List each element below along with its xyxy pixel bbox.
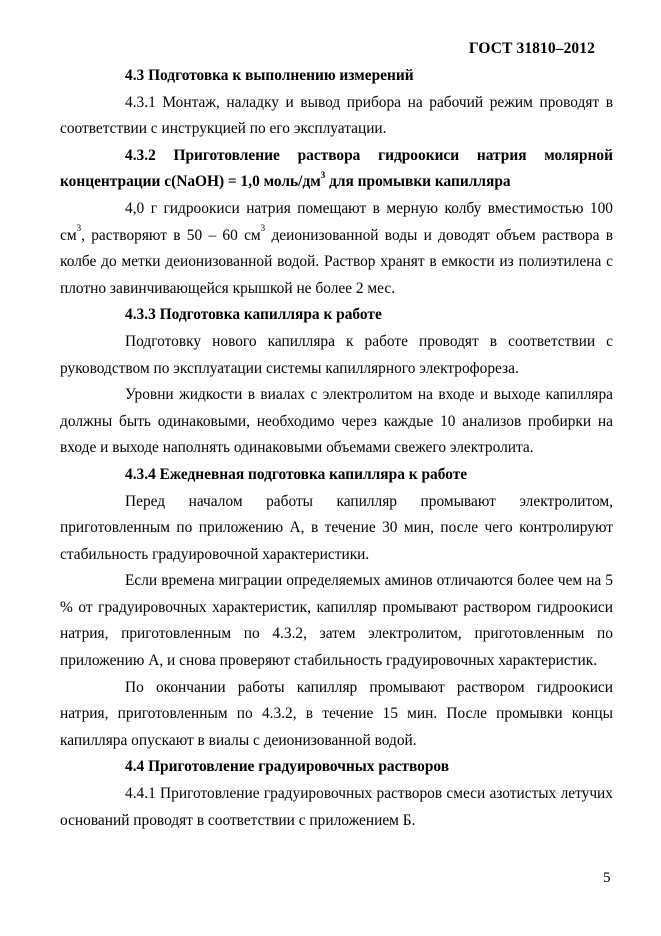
section-heading-4-3: 4.3 Подготовка к выполнению измерений xyxy=(125,67,414,84)
superscript-cubed: 3 xyxy=(260,223,266,234)
section-heading-4-3-2 xyxy=(60,143,613,196)
document-body xyxy=(60,63,613,834)
standard-header: ГОСТ 31810–2012 xyxy=(468,40,595,57)
paragraph-4-3-3-1: Подготовку нового капилляра к работе проводят в соответствии с руководством по эксплуатации системы капиллярного электрофореза. xyxy=(60,332,613,377)
paragraph-4-3-4-3: По окончании работы капилляр промывают раствором гидроокиси натрия, приготовленным по 4.3.2, в течение 15 мин. После промывки концы капилляра опускают в виалы с деионизованной водой. xyxy=(60,678,613,749)
paragraph-4-3-4-2: Если времена миграции определяемых аминов отличаются более чем на 5 % от градуировочных характеристик, капилляр промывают раствором гидроокиси натрия, приготовленным по 4.3.2, затем электролитом, приготовленным по приложению А, и снова проверяют стабильность градуировочных характеристик. xyxy=(60,572,613,670)
heading-4-3-2-text-b: для промывки капилляра xyxy=(325,173,511,191)
paragraph-4-3-1: 4.3.1 Монтаж, наладку и вывод прибора на рабочий режим проводят в соответствии с инструкцией по его эксплуатации. xyxy=(60,93,613,138)
section-heading-4-3-4: 4.3.4 Ежедневная подготовка капилляра к работе xyxy=(125,465,468,483)
paragraph-4-3-2-text-b: , растворяют в 50 – 60 см xyxy=(81,226,261,244)
page-number: 5 xyxy=(603,870,611,886)
section-heading-4-3-3: 4.3.3 Подготовка капилляра к работе xyxy=(125,306,382,324)
superscript-cubed: 3 xyxy=(76,223,82,234)
paragraph-4-3-4-1: Перед началом работы капилляр промывают электролитом, приготовленным по приложению А, в течение 30 мин, после чего контролируют стабильность градуировочной характеристики. xyxy=(60,492,613,563)
section-heading-4-4: 4.4 Приготовление градуировочных растворов xyxy=(125,758,450,776)
heading-4-3-2-text-a: 4.3.2 Приготовление раствора гидроокиси натрия молярной концентрации с(NaOH) = 1,0 моль/дм xyxy=(60,146,613,191)
paragraph-4-3-2 xyxy=(60,196,613,302)
paragraph-4-3-2-text-c: деионизованной воды и доводят объем раствора в колбе до метки деионизованной водой. Раствор хранят в емкости из полиэтилена с плотно завинчивающейся крышкой не более 2 мес. xyxy=(60,226,613,297)
superscript-cubed: 3 xyxy=(320,170,326,181)
paragraph-4-4-1: 4.4.1 Приготовление градуировочных растворов смеси азотистых летучих оснований проводят в соответствии с приложением Б. xyxy=(60,785,613,829)
paragraph-4-3-2-text-a: 4,0 г гидроокиси натрия помещают в мерную колбу вместимостью 100 см xyxy=(60,199,613,244)
paragraph-4-3-3-2: Уровни жидкости в виалах с электролитом на входе и выходе капилляра должны быть одинаковыми, необходимо через каждые 10 анализов пробирки на входе и выходе наполнять одинаковыми объемами свежего электролита. xyxy=(60,386,613,457)
